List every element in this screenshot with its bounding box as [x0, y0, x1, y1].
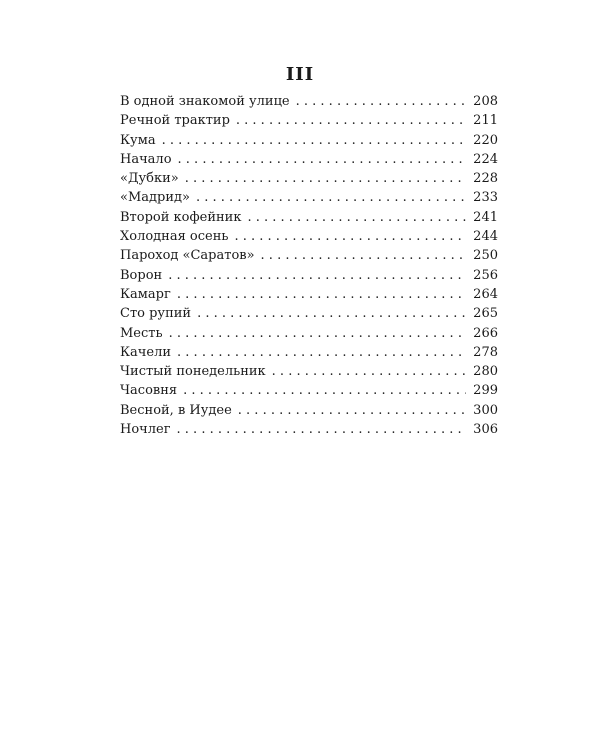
toc-entry	[120, 229, 498, 248]
toc-entry-page: 278	[473, 344, 498, 360]
dot-leader	[177, 345, 466, 360]
dot-leader	[197, 306, 466, 321]
toc-entry-title: Камарг	[120, 286, 171, 302]
toc-entry	[120, 268, 498, 287]
toc-entry-title: Весной, в Иудее	[120, 402, 232, 418]
toc-entry-title: Пароход «Саратов»	[120, 248, 255, 264]
toc-entry-page: 265	[473, 306, 498, 322]
dot-leader	[185, 171, 466, 186]
toc-entry-page: 241	[473, 209, 498, 225]
toc-entry-title: Ворон	[120, 267, 163, 283]
dot-leader	[296, 94, 466, 109]
toc-entry-title: Часовня	[120, 383, 178, 399]
toc-entry-page: 208	[473, 94, 498, 109]
toc-entry-page: 306	[473, 422, 498, 438]
dot-leader	[261, 248, 466, 263]
dot-leader	[238, 403, 466, 418]
toc-entry	[120, 422, 498, 441]
toc-entry-page: 300	[473, 402, 498, 418]
toc-entry	[120, 403, 498, 422]
dot-leader	[168, 268, 466, 283]
dot-leader	[236, 113, 466, 128]
toc-entry-page: 256	[473, 267, 498, 283]
toc-entry-title: Качели	[120, 344, 172, 360]
toc-entry-title: Кума	[120, 132, 156, 148]
toc-entry-page: 280	[473, 364, 498, 380]
toc-entry	[120, 248, 498, 267]
dot-leader	[247, 210, 466, 225]
toc-entry	[120, 364, 498, 383]
dot-leader	[234, 229, 466, 244]
toc-entry-page: 264	[473, 286, 498, 302]
toc-entry-title: Второй кофейник	[120, 209, 242, 225]
toc-entry-page: 233	[473, 190, 498, 206]
toc-entry	[120, 287, 498, 306]
toc-entry-title: Сто рупий	[120, 306, 192, 322]
toc-entry	[120, 190, 498, 209]
toc-entry-page: 228	[473, 171, 498, 187]
table-of-contents	[120, 94, 498, 441]
toc-entry-page: 244	[473, 229, 498, 245]
toc-entry	[120, 383, 498, 402]
toc-entry-title: Ночлег	[120, 422, 171, 438]
toc-entry-title: Месть	[120, 325, 163, 341]
dot-leader	[183, 383, 466, 398]
toc-entry-title: Речной трактир	[120, 113, 230, 129]
toc-entry-page: 266	[473, 325, 498, 341]
toc-entry	[120, 94, 498, 113]
toc-entry-page: 250	[473, 248, 498, 264]
toc-entry-page: 299	[473, 383, 498, 399]
toc-entry-title: «Мадрид»	[120, 190, 190, 206]
toc-entry	[120, 133, 498, 152]
dot-leader	[177, 422, 466, 437]
toc-entry	[120, 171, 498, 190]
dot-leader	[178, 152, 466, 167]
toc-entry-page: 220	[473, 132, 498, 148]
toc-entry-title: «Дубки»	[120, 171, 179, 187]
toc-entry-page: 211	[473, 113, 498, 129]
section-heading: III	[285, 64, 315, 85]
toc-entry-title: Чистый понедельник	[120, 364, 266, 380]
dot-leader	[177, 287, 466, 302]
toc-entry	[120, 152, 498, 171]
toc-entry	[120, 326, 498, 345]
dot-leader	[196, 190, 466, 205]
toc-entry	[120, 345, 498, 364]
toc-entry	[120, 306, 498, 325]
dot-leader	[169, 326, 466, 341]
toc-entry-page: 224	[473, 151, 498, 167]
dot-leader	[162, 133, 466, 148]
toc-entry-title: Холодная осень	[120, 229, 229, 245]
dot-leader	[272, 364, 466, 379]
toc-entry-title: Начало	[120, 151, 172, 167]
toc-entry-title: В одной знакомой улице	[120, 94, 290, 109]
toc-entry	[120, 113, 498, 132]
toc-entry	[120, 210, 498, 229]
